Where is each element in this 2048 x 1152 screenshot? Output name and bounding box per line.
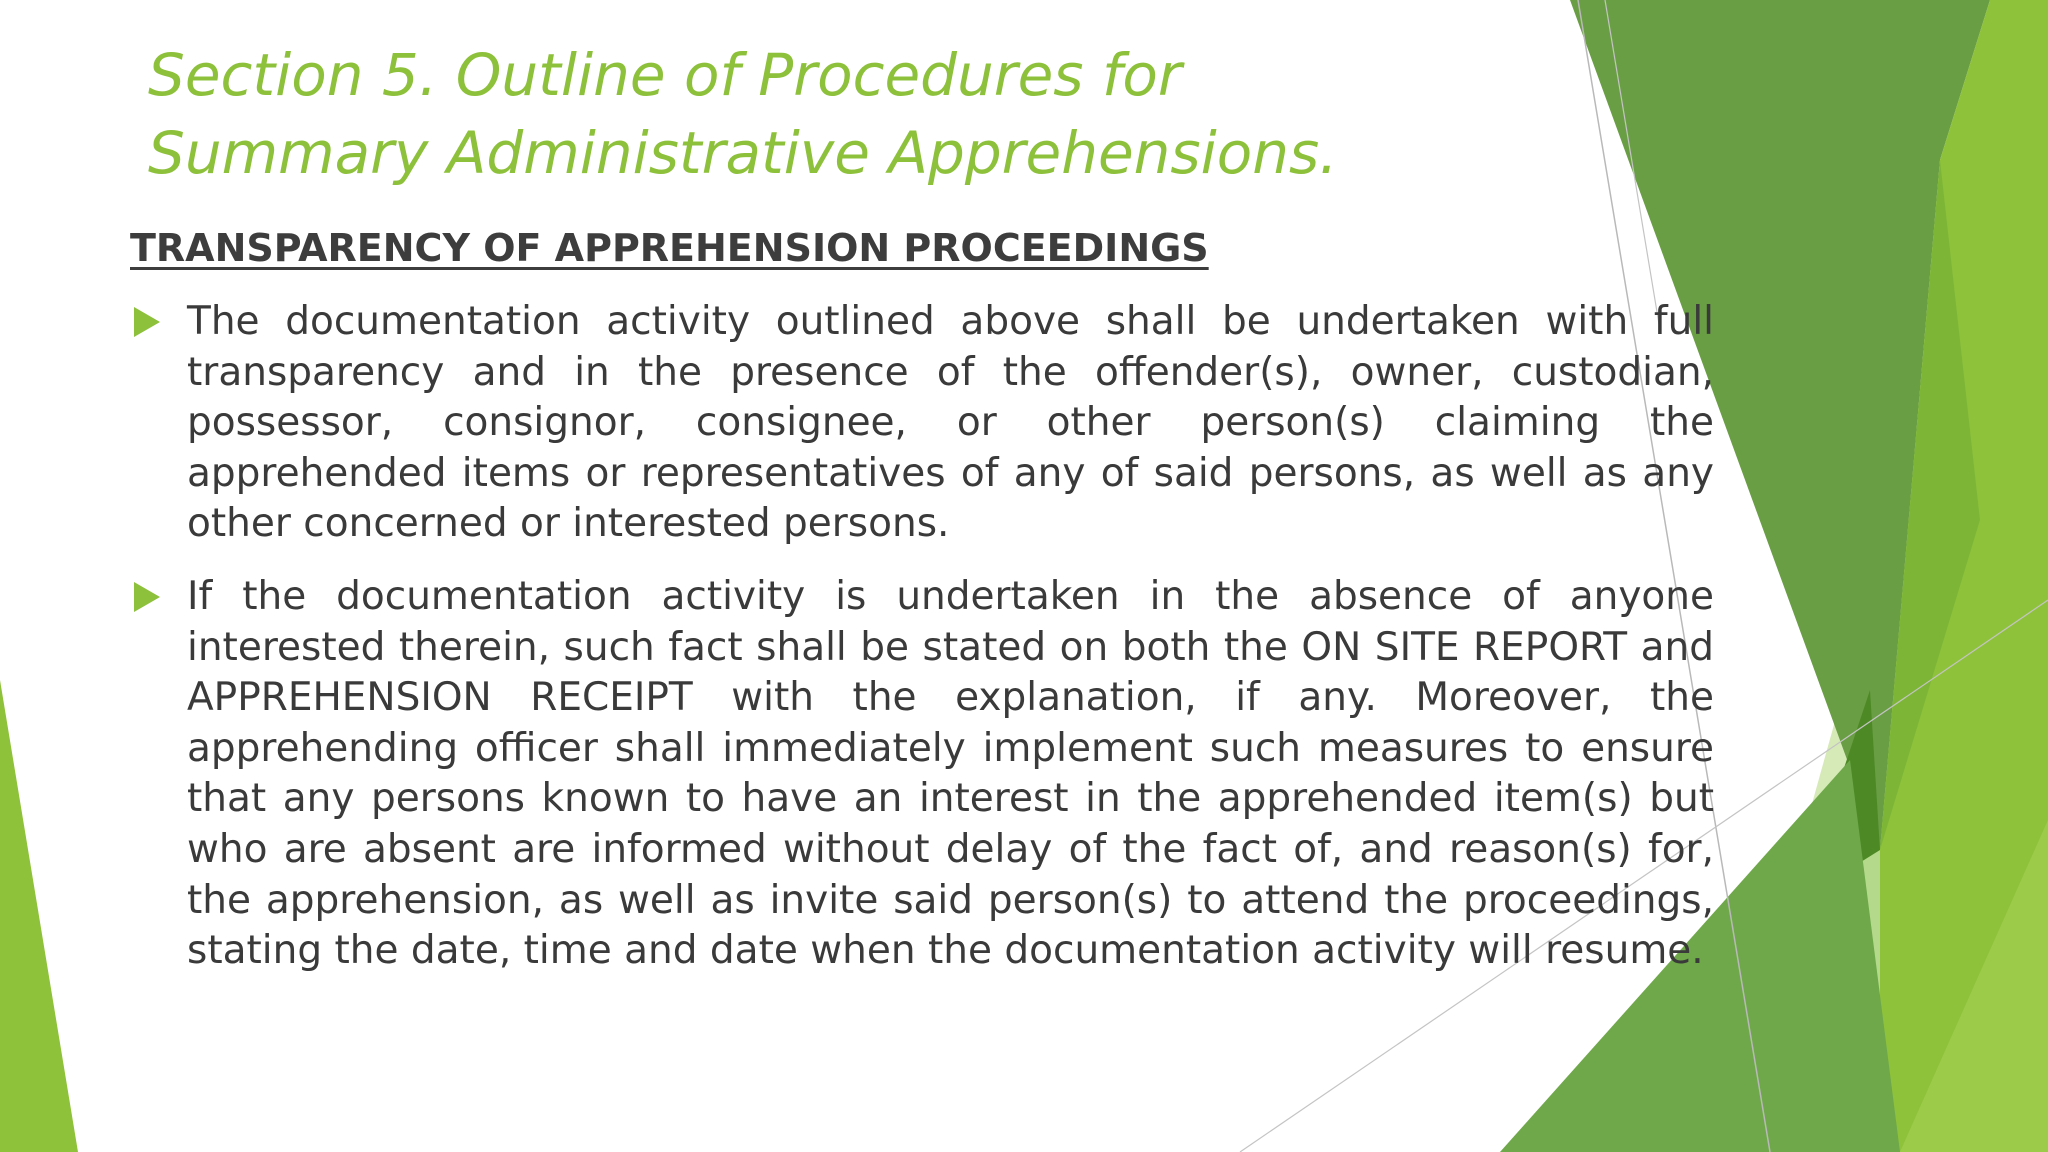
bullet-item (134, 297, 1714, 550)
decor-left-wedge (0, 680, 78, 1152)
bullet-arrow-icon (134, 307, 160, 337)
bullet-arrow-icon (134, 582, 160, 612)
slide-title-line-1: Section 5. Outline of Procedures for (148, 41, 1182, 109)
slide-title-line-2: Summary Administrative Apprehensions. (148, 119, 1338, 187)
bullet-text: The documentation activity outlined above shall be undertaken with full transparency and in the presence of the offender(s), owner, custodian, possessor, consignor, consignee, or other person(s) claiming the apprehended items or representatives of any of said persons, as well as any other concerned or interested persons. (187, 299, 1714, 547)
section-heading: TRANSPARENCY OF APPREHENSION PROCEEDINGS (130, 226, 1209, 270)
slide-title (148, 36, 1448, 192)
bullet-item (134, 572, 1714, 977)
bullet-text: If the documentation activity is undertaken in the absence of anyone interested therein, such fact shall be stated on both the ON SITE REPORT and APPREHENSION RECEIPT with the explanation, if any. Moreover, the apprehending officer shall immediately implement such measures to ensure that any persons known to have an interest in the apprehended item(s) but who are absent are informed without delay of the fact of, and reason(s) for, the apprehension, as well as invite said person(s) to attend the proceedings, stating the date, time and date when the documentation activity will resume. (187, 574, 1714, 974)
